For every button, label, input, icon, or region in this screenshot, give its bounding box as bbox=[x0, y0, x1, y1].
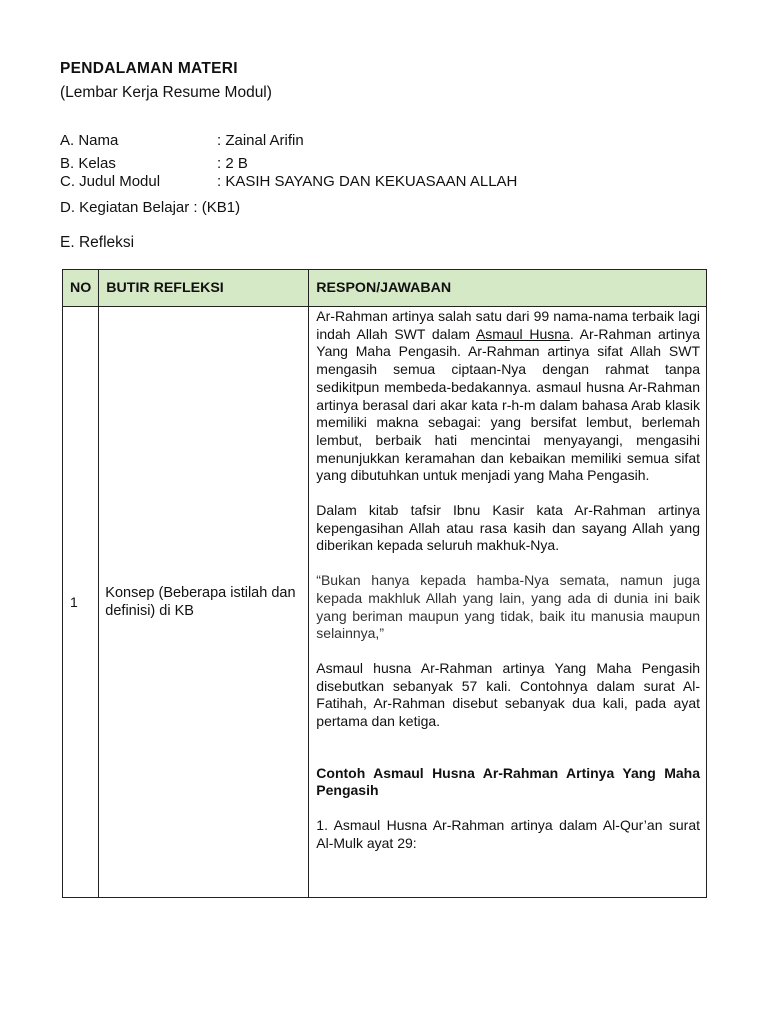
row-number: 1 bbox=[63, 307, 99, 898]
field-kegiatan-belajar bbox=[60, 199, 240, 216]
response-p1-text: Ar-Rahman artinya salah satu dari 99 nama-nama terbaik lagi indah Allah SWT dalam bbox=[316, 308, 700, 342]
response-paragraph-1 bbox=[316, 308, 700, 485]
page-title: PENDALAMAN MATERI bbox=[60, 60, 238, 77]
page-subtitle: (Lembar Kerja Resume Modul) bbox=[60, 84, 272, 101]
response-paragraph-2: Dalam kitab tafsir Ibnu Kasir kata Ar-Rahman artinya kepengasihan Allah atau rasa kasih dan sayang Allah yang diberikan kepada seluruh makhuk-Nya. bbox=[316, 502, 700, 554]
row-item: Konsep (Beberapa istilah dan definisi) di KB bbox=[99, 307, 309, 898]
field-judul-value: : KASIH SAYANG DAN KEKUASAAN ALLAH bbox=[217, 173, 518, 190]
response-paragraph-4: Asmaul husna Ar-Rahman artinya Yang Maha Pengasih disebutkan sebanyak 57 kali. Contohnya dalam surat Al-Fatihah, Ar-Rahman disebut sebanyak dua kali, pada ayat pertama dan ketiga. bbox=[316, 659, 700, 730]
header-respon-jawaban: RESPON/JAWABAN bbox=[309, 270, 707, 307]
response-p1-text-cont: . Ar-Rahman artinya Yang Maha Pengasih. Ar-Rahman artinya sifat Allah SWT mengasih semua ciptaan-Nya dengan rahmat tanpa sedikitpun membeda-bedakannya. asmaul husna Ar-Rahman artinya berasal dari akar kata r-h-m dalam bahasa Arab klasik memiliki makna sebagai: yang bersifat lembut, berlemah lembut, berbaik hati mencintai menyayangi, mengasihi menunjukkan keramahan dan kebaikan memiliki semua sifat yang dibutuhkan untuk menjadi yang Maha Pengasih. bbox=[316, 325, 700, 484]
field-nama-label: A. Nama bbox=[60, 132, 119, 149]
reflection-table bbox=[62, 269, 707, 898]
header-butir-refleksi: BUTIR REFLEKSI bbox=[99, 270, 309, 307]
section-refleksi-label: E. Refleksi bbox=[60, 234, 135, 251]
field-kelas-value: : 2 B bbox=[217, 155, 248, 172]
field-kegiatan-label: D. Kegiatan Belajar bbox=[60, 199, 190, 216]
field-nama-value: : Zainal Arifin bbox=[217, 132, 304, 149]
field-judul-label: C. Judul Modul bbox=[60, 173, 161, 190]
response-quote: “Bukan hanya kepada hamba-Nya semata, namun juga kepada makhluk Allah yang lain, yang ada di dunia ini baik yang beriman maupun yang tidak, baik itu manusia maupun selainnya,” bbox=[316, 572, 700, 642]
field-judul-modul bbox=[60, 173, 517, 190]
table-row bbox=[63, 307, 707, 898]
response-heading: Contoh Asmaul Husna Ar-Rahman Artinya Yang Maha Pengasih bbox=[316, 764, 700, 799]
field-kegiatan-value: : (KB1) bbox=[189, 199, 241, 216]
field-nama bbox=[60, 132, 304, 149]
row-response bbox=[309, 307, 707, 898]
field-kelas-label: B. Kelas bbox=[60, 155, 116, 172]
field-kelas bbox=[60, 155, 248, 172]
asmaul-husna-link[interactable]: Asmaul Husna bbox=[475, 325, 570, 342]
table-header-row bbox=[63, 270, 707, 307]
response-paragraph-5: 1. Asmaul Husna Ar-Rahman artinya dalam Al-Qur’an surat Al-Mulk ayat 29: bbox=[316, 817, 700, 851]
header-no: NO bbox=[63, 270, 99, 307]
